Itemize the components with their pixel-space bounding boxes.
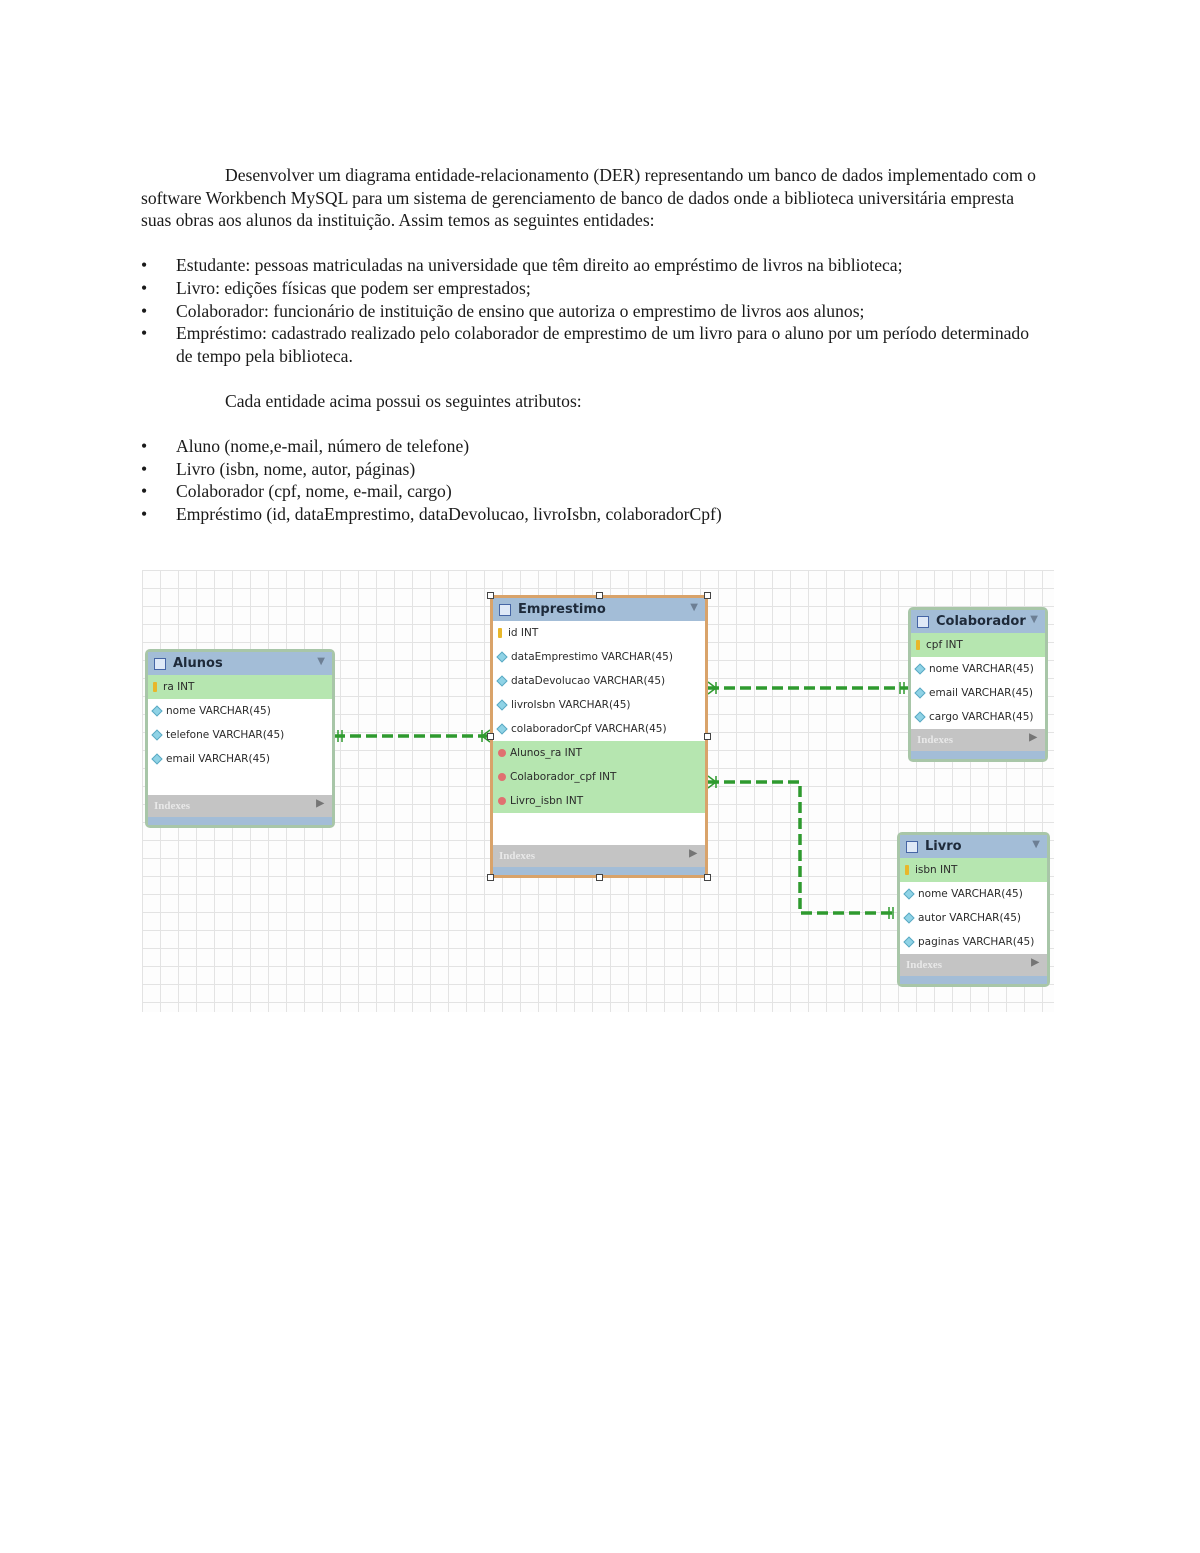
entity-list xyxy=(141,254,1041,367)
connector-emprestimo-livro xyxy=(708,782,897,913)
attribute-diamond-icon xyxy=(914,711,925,722)
table-name: Livro xyxy=(925,839,962,854)
list-item-text: Estudante: pessoas matriculadas na universidade que têm direito ao empréstimo de livros na biblioteca; xyxy=(176,255,903,276)
indexes-label: Indexes xyxy=(906,959,943,971)
attribute-diamond-icon xyxy=(903,936,914,947)
column-text: nome VARCHAR(45) xyxy=(918,888,1023,900)
table-footer xyxy=(148,817,332,825)
collapse-arrow-icon[interactable]: ▼ xyxy=(1030,614,1038,625)
column-text: cpf INT xyxy=(926,639,963,651)
column-text: email VARCHAR(45) xyxy=(166,753,271,765)
table-colaborador[interactable] xyxy=(908,607,1048,762)
list-item-text: Empréstimo: cadastrado realizado pelo colaborador de emprestimo de um livro para o aluno por um período determinado de tempo pela biblioteca. xyxy=(176,323,1030,366)
table-alunos[interactable] xyxy=(145,649,335,828)
column-row[interactable] xyxy=(911,657,1045,681)
attribute-diamond-icon xyxy=(914,663,925,674)
document-text xyxy=(141,164,1041,526)
resize-handle[interactable] xyxy=(487,874,494,881)
column-text: colaboradorCpf VARCHAR(45) xyxy=(511,723,667,735)
column-row[interactable] xyxy=(911,681,1045,705)
primary-key-icon xyxy=(498,628,502,638)
column-row[interactable] xyxy=(900,930,1047,954)
list-item xyxy=(141,277,1041,300)
column-text: paginas VARCHAR(45) xyxy=(918,936,1035,948)
collapse-arrow-icon[interactable]: ▼ xyxy=(1032,839,1040,850)
list-item-text: Aluno (nome,e-mail, número de telefone) xyxy=(176,436,470,457)
table-emprestimo[interactable] xyxy=(490,595,708,878)
resize-handle[interactable] xyxy=(704,733,711,740)
spacer xyxy=(148,771,332,795)
column-text: livroIsbn VARCHAR(45) xyxy=(511,699,631,711)
resize-handle[interactable] xyxy=(596,592,603,599)
expand-arrow-icon[interactable]: ▶ xyxy=(689,848,697,859)
attribute-diamond-icon xyxy=(151,705,162,716)
column-row[interactable] xyxy=(900,882,1047,906)
column-row[interactable] xyxy=(911,705,1045,729)
foreign-key-icon xyxy=(498,749,506,757)
bullet-icon: • xyxy=(141,277,148,298)
column-row[interactable] xyxy=(493,741,705,765)
column-text: nome VARCHAR(45) xyxy=(929,663,1034,675)
column-text: Colaborador_cpf INT xyxy=(510,771,617,783)
bullet-icon: • xyxy=(141,503,148,524)
list-item xyxy=(141,458,1041,481)
collapse-arrow-icon[interactable]: ▼ xyxy=(690,602,698,613)
column-text: cargo VARCHAR(45) xyxy=(929,711,1034,723)
attribute-list xyxy=(141,435,1041,525)
list-item-text: Livro (isbn, nome, autor, páginas) xyxy=(176,458,416,479)
foreign-key-icon xyxy=(498,773,506,781)
table-footer xyxy=(911,751,1045,759)
attribute-diamond-icon xyxy=(903,888,914,899)
bullet-icon: • xyxy=(141,323,148,344)
table-icon xyxy=(154,658,166,670)
attribute-diamond-icon xyxy=(496,651,507,662)
indexes-section[interactable] xyxy=(493,845,705,867)
spacer xyxy=(141,232,1041,255)
table-icon xyxy=(499,604,511,616)
table-header[interactable] xyxy=(900,835,1047,858)
primary-key-icon xyxy=(905,865,909,875)
table-name: Colaborador xyxy=(936,614,1026,629)
er-diagram xyxy=(142,570,1054,1012)
column-row[interactable] xyxy=(148,723,332,747)
table-header[interactable] xyxy=(148,652,332,675)
column-row[interactable] xyxy=(493,669,705,693)
resize-handle[interactable] xyxy=(487,592,494,599)
list-item xyxy=(141,322,1041,367)
bullet-icon: • xyxy=(141,458,148,479)
column-row[interactable] xyxy=(493,765,705,789)
table-name: Emprestimo xyxy=(518,602,606,617)
attribute-diamond-icon xyxy=(496,699,507,710)
resize-handle[interactable] xyxy=(487,733,494,740)
column-row[interactable] xyxy=(493,621,705,645)
column-text: dataEmprestimo VARCHAR(45) xyxy=(511,651,673,663)
list-item-text: Empréstimo (id, dataEmprestimo, dataDevolucao, livroIsbn, colaboradorCpf) xyxy=(176,503,722,524)
foreign-key-icon xyxy=(498,797,506,805)
bullet-icon: • xyxy=(141,481,148,502)
column-row[interactable] xyxy=(148,675,332,699)
list-item-text: Colaborador: funcionário de instituição de ensino que autoriza o emprestimo de livros aos alunos; xyxy=(176,300,865,321)
spacer xyxy=(141,367,1041,390)
list-item-text: Livro: edições físicas que podem ser emprestados; xyxy=(176,277,531,298)
attributes-intro: Cada entidade acima possui os seguintes atributos: xyxy=(225,390,582,411)
column-text: dataDevolucao VARCHAR(45) xyxy=(511,675,666,687)
indexes-label: Indexes xyxy=(154,800,191,812)
indexes-label: Indexes xyxy=(917,734,954,746)
bullet-icon: • xyxy=(141,436,148,457)
column-text: ra INT xyxy=(163,681,195,693)
attribute-diamond-icon xyxy=(903,912,914,923)
column-row[interactable] xyxy=(911,633,1045,657)
bullet-icon: • xyxy=(141,300,148,321)
spacer xyxy=(141,413,1041,436)
expand-arrow-icon[interactable]: ▶ xyxy=(1031,957,1039,968)
intro-paragraph: Desenvolver um diagrama entidade-relacionamento (DER) representando um banco de dados implementado com o software Workbench MySQL para um sistema de gerenciamento de banco de dados onde a biblioteca universitária empresta suas obras aos alunos da instituição. Assim temos as seguintes entidades: xyxy=(141,165,1036,231)
list-item xyxy=(141,503,1041,526)
indexes-section[interactable] xyxy=(900,954,1047,976)
indexes-label: Indexes xyxy=(499,850,536,862)
list-item xyxy=(141,300,1041,323)
attribute-diamond-icon xyxy=(496,675,507,686)
column-row[interactable] xyxy=(493,645,705,669)
table-header[interactable] xyxy=(911,610,1045,633)
table-icon xyxy=(917,616,929,628)
resize-handle[interactable] xyxy=(704,874,711,881)
attribute-diamond-icon xyxy=(496,723,507,734)
table-footer xyxy=(900,976,1047,984)
column-text: Livro_isbn INT xyxy=(510,795,584,807)
column-text: autor VARCHAR(45) xyxy=(918,912,1022,924)
collapse-arrow-icon[interactable]: ▼ xyxy=(317,656,325,667)
table-name: Alunos xyxy=(173,656,223,671)
list-item xyxy=(141,254,1041,277)
column-text: Alunos_ra INT xyxy=(510,747,583,759)
list-item xyxy=(141,435,1041,458)
primary-key-icon xyxy=(153,682,157,692)
column-row[interactable] xyxy=(493,693,705,717)
column-row[interactable] xyxy=(148,747,332,771)
column-text: nome VARCHAR(45) xyxy=(166,705,271,717)
attribute-diamond-icon xyxy=(151,753,162,764)
bullet-icon: • xyxy=(141,255,148,276)
column-row[interactable] xyxy=(493,717,705,741)
column-row[interactable] xyxy=(148,699,332,723)
column-text: email VARCHAR(45) xyxy=(929,687,1034,699)
column-row[interactable] xyxy=(493,789,705,813)
column-text: id INT xyxy=(508,627,539,639)
column-text: isbn INT xyxy=(915,864,958,876)
table-icon xyxy=(906,841,918,853)
resize-handle[interactable] xyxy=(596,874,603,881)
indexes-section[interactable] xyxy=(911,729,1045,751)
table-livro[interactable] xyxy=(897,832,1050,987)
column-row[interactable] xyxy=(900,858,1047,882)
spacer xyxy=(493,813,705,845)
resize-handle[interactable] xyxy=(704,592,711,599)
expand-arrow-icon[interactable]: ▶ xyxy=(1029,732,1037,743)
attribute-diamond-icon xyxy=(151,729,162,740)
expand-arrow-icon[interactable]: ▶ xyxy=(316,798,324,809)
list-item-text: Colaborador (cpf, nome, e-mail, cargo) xyxy=(176,481,452,502)
column-text: telefone VARCHAR(45) xyxy=(166,729,285,741)
primary-key-icon xyxy=(916,640,920,650)
column-row[interactable] xyxy=(900,906,1047,930)
list-item xyxy=(141,480,1041,503)
indexes-section[interactable] xyxy=(148,795,332,817)
attribute-diamond-icon xyxy=(914,687,925,698)
table-header[interactable] xyxy=(493,598,705,621)
